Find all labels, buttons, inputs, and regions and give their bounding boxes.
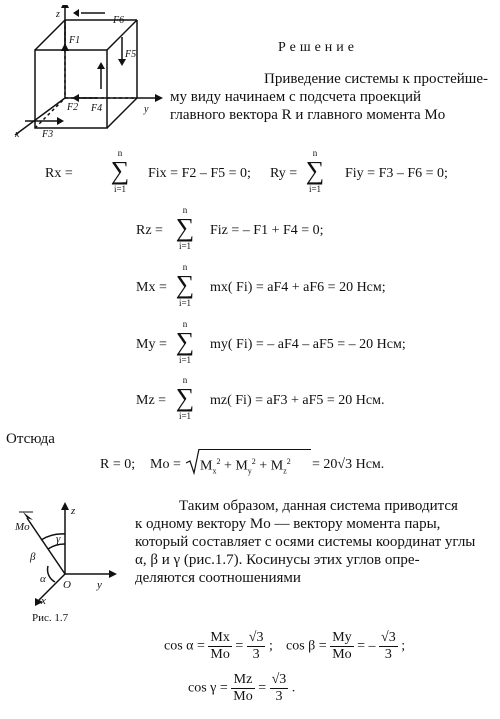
my-sum-top: n bbox=[182, 319, 188, 329]
otsyuda-text: Отсюда bbox=[6, 431, 55, 447]
mx-term: mx( Fi) = aF4 + aF6 = 20 Нсм; bbox=[210, 280, 386, 295]
r-zero: R = 0; bbox=[100, 457, 136, 472]
cos-alpha-result bbox=[247, 630, 266, 663]
mz-sum bbox=[173, 375, 197, 421]
mz-sigma: ∑ bbox=[175, 383, 195, 412]
intro-line-3: главного вектора R и главного момента Mo bbox=[170, 107, 446, 123]
mx-sigma: ∑ bbox=[175, 270, 195, 299]
cos-beta-res-num: √3 bbox=[381, 630, 396, 645]
ry-lhs: Ry = bbox=[270, 166, 298, 181]
mo-sqrt-sign bbox=[186, 447, 200, 475]
cube-label-f2: F2 bbox=[67, 102, 79, 113]
mz-term: mz( Fi) = aF3 + aF5 = 20 Нсм. bbox=[210, 393, 385, 408]
cos-beta-equation: cos β = $\frac{My}{Mo}$ = – $\frac{√3}{3}$ ; bbox=[286, 630, 406, 662]
cos-beta-res-den: 3 bbox=[384, 647, 392, 662]
cos-gamma-lhs: cos γ = bbox=[188, 680, 228, 696]
rz-sum-top: n bbox=[182, 205, 188, 215]
mo-lhs: Mo = bbox=[150, 457, 181, 472]
rz-sigma: ∑ bbox=[175, 213, 195, 242]
mx-lhs: Mx = bbox=[136, 280, 167, 295]
rx-sigma: ∑ bbox=[110, 156, 130, 185]
solution-heading: Решение bbox=[278, 40, 359, 55]
mz-sum-top: n bbox=[182, 375, 188, 385]
ry-sum-bottom: i=1 bbox=[308, 184, 322, 194]
conclusion-line-4: α, β и γ (рис.1.7). Косинусы этих углов опре- bbox=[135, 552, 420, 568]
ry-sigma: ∑ bbox=[305, 156, 325, 185]
fig-label-alpha: α bbox=[40, 573, 46, 585]
intro-paragraph bbox=[170, 70, 488, 124]
cos-alpha-fraction bbox=[208, 630, 231, 663]
mx-sum-top: n bbox=[182, 262, 188, 272]
rz-lhs: Rz = bbox=[136, 223, 163, 238]
my-sum-bottom: i=1 bbox=[178, 355, 192, 365]
my-term: my( Fi) = – aF4 – aF5 = – 20 Нсм; bbox=[210, 337, 406, 352]
cos-gamma-result bbox=[270, 672, 289, 705]
figure-1-7 bbox=[5, 496, 125, 606]
my-lhs: My = bbox=[136, 337, 167, 352]
cos-alpha-lhs: cos α = bbox=[164, 638, 205, 654]
intro-line-2: му виду начинаем с подсчета проекций bbox=[170, 89, 422, 105]
rz-term: Fiz = – F1 + F4 = 0; bbox=[210, 223, 324, 238]
cube-label-f5: F5 bbox=[125, 49, 137, 60]
cos-alpha-equation: cos α = $\frac{Mx}{Mo}$ = $\frac{√3}{3}$ ; bbox=[164, 630, 273, 662]
conclusion-paragraph bbox=[135, 497, 487, 587]
rz-sum bbox=[173, 205, 197, 251]
cube-label-y: y bbox=[144, 104, 149, 115]
cos-alpha-res-num: √3 bbox=[248, 630, 264, 645]
conclusion-line-3: который составляет с осями системы координат углы bbox=[135, 534, 476, 550]
cube-label-z: z bbox=[56, 9, 60, 20]
cos-beta-den: Mo bbox=[332, 647, 352, 662]
fig-label-beta: β bbox=[30, 551, 36, 563]
rx-term: Fix = F2 – F5 = 0; bbox=[148, 166, 251, 181]
cube-label-x: x bbox=[15, 129, 20, 140]
cos-gamma-res-den: 3 bbox=[275, 689, 283, 704]
cos-alpha-res-den: 3 bbox=[252, 647, 260, 662]
mx-sum-bottom: i=1 bbox=[178, 298, 192, 308]
ry-sum bbox=[303, 148, 327, 194]
cos-beta-lhs: cos β = bbox=[286, 638, 327, 654]
rx-sum-top: n bbox=[117, 148, 123, 158]
fig-label-o: O bbox=[63, 579, 71, 591]
fig-label-mo: Mo bbox=[15, 521, 30, 533]
cube-figure bbox=[5, 5, 170, 140]
rx-lhs: Rx = bbox=[45, 166, 73, 181]
ry-sum-top: n bbox=[312, 148, 318, 158]
cos-gamma-equation: cos γ = $\frac{Mz}{Mo}$ = $\frac{√3}{3}$ . bbox=[188, 672, 296, 704]
conclusion-line-1: Таким образом, данная система приводится bbox=[179, 498, 458, 514]
cos-beta-num: My bbox=[332, 630, 352, 645]
my-sum bbox=[173, 319, 197, 365]
cos-gamma-den: Mo bbox=[233, 689, 253, 704]
mo-rhs: = 20√3 Нсм. bbox=[312, 457, 385, 472]
cube-label-f6: F6 bbox=[113, 15, 125, 26]
cos-alpha-num: Mx bbox=[210, 630, 230, 645]
mz-lhs: Mz = bbox=[136, 393, 167, 408]
cos-beta-fraction bbox=[330, 630, 353, 663]
rz-sum-bottom: i=1 bbox=[178, 241, 192, 251]
figure-caption: Рис. 1.7 bbox=[32, 612, 69, 624]
mz-sum-bottom: i=1 bbox=[178, 411, 192, 421]
mo-sqrt-bar bbox=[199, 449, 311, 450]
cos-beta-result bbox=[379, 630, 398, 663]
cube-label-f3: F3 bbox=[42, 129, 54, 140]
intro-line-1: Приведение системы к простейше- bbox=[264, 71, 488, 87]
my-sigma: ∑ bbox=[175, 327, 195, 356]
cube-label-f4: F4 bbox=[91, 103, 103, 114]
mo-radicand: $M_x^2 + M_y^2 + M_z^2$ bbox=[200, 457, 291, 476]
conclusion-line-5: деляются соотношениями bbox=[135, 570, 301, 586]
cube-label-f1: F1 bbox=[69, 35, 81, 46]
mx-sum bbox=[173, 262, 197, 308]
cos-gamma-fraction bbox=[231, 672, 254, 705]
fig-label-y: y bbox=[97, 579, 102, 591]
cos-gamma-res-num: √3 bbox=[271, 672, 287, 687]
fig-label-gamma: γ bbox=[56, 533, 61, 545]
rx-sum bbox=[108, 148, 132, 194]
cos-gamma-num: Mz bbox=[231, 672, 254, 689]
fig-label-x: x bbox=[41, 595, 46, 606]
conclusion-line-2: к одному вектору Mo — вектору момента пары, bbox=[135, 516, 441, 532]
ry-term: Fiy = F3 – F6 = 0; bbox=[345, 166, 448, 181]
rx-sum-bottom: i=1 bbox=[113, 184, 127, 194]
fig-label-z: z bbox=[71, 505, 76, 517]
cos-alpha-den: Mo bbox=[210, 647, 230, 662]
